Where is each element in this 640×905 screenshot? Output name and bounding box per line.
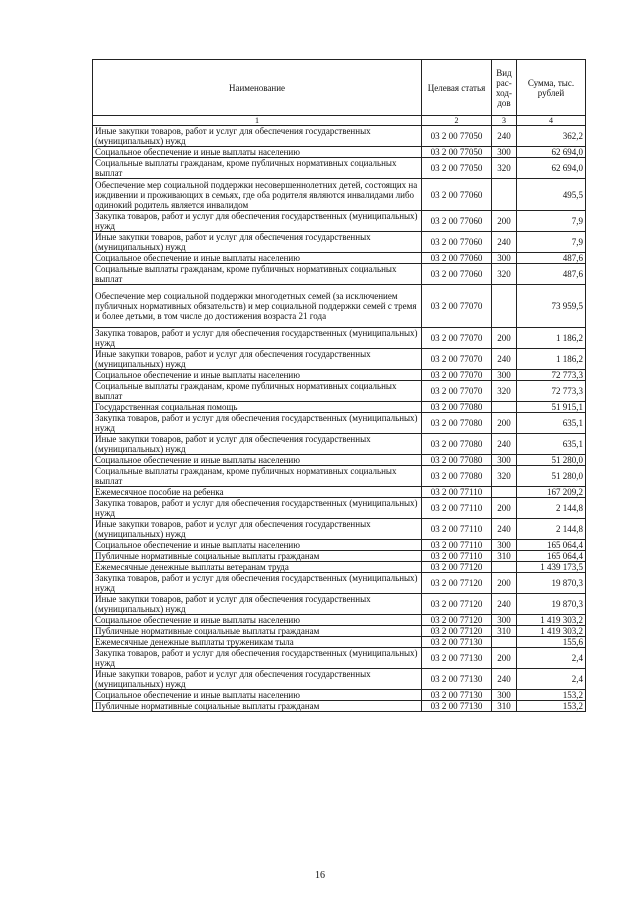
row-name: Иные закупки товаров, работ и услуг для обеспечения государственных (муниципальных) нужд [93,126,422,147]
row-sum: 635,1 [517,413,586,434]
row-article: 03 2 00 77060 [422,179,492,211]
row-article: 03 2 00 77120 [422,562,492,573]
row-sum: 51 280,0 [517,455,586,466]
table-row [93,573,586,594]
row-article: 03 2 00 77060 [422,253,492,264]
row-article: 03 2 00 77080 [422,466,492,487]
row-type: 240 [492,434,517,455]
table-row [93,648,586,669]
row-sum: 19 870,3 [517,594,586,615]
row-article: 03 2 00 77110 [422,498,492,519]
row-name: Закупка товаров, работ и услуг для обеспечения государственных (муниципальных) нужд [93,413,422,434]
row-sum: 487,6 [517,253,586,264]
row-sum: 2 144,8 [517,498,586,519]
table-row [93,211,586,232]
table-row [93,540,586,551]
table-row [93,402,586,413]
row-sum: 2,4 [517,669,586,690]
table-row [93,498,586,519]
table-row [93,669,586,690]
row-sum: 51 915,1 [517,402,586,413]
row-sum: 7,9 [517,232,586,253]
table-row [93,615,586,626]
row-name: Закупка товаров, работ и услуг для обеспечения государственных (муниципальных) нужд [93,328,422,349]
table-row [93,328,586,349]
row-article: 03 2 00 77110 [422,519,492,540]
row-article: 03 2 00 77120 [422,626,492,637]
row-name: Публичные нормативные социальные выплаты гражданам [93,701,422,712]
row-type: 240 [492,519,517,540]
row-type: 300 [492,147,517,158]
row-sum: 1 186,2 [517,349,586,370]
row-name: Закупка товаров, работ и услуг для обеспечения государственных (муниципальных) нужд [93,211,422,232]
row-type: 320 [492,264,517,285]
row-type: 300 [492,615,517,626]
table-row [93,253,586,264]
row-name: Иные закупки товаров, работ и услуг для обеспечения государственных (муниципальных) нужд [93,669,422,690]
row-article: 03 2 00 77070 [422,328,492,349]
row-type: 200 [492,413,517,434]
row-sum: 153,2 [517,701,586,712]
table-row [93,179,586,211]
row-sum: 72 773,3 [517,370,586,381]
row-name: Социальное обеспечение и иные выплаты населению [93,455,422,466]
row-article: 03 2 00 77130 [422,669,492,690]
row-name: Социальные выплаты гражданам, кроме публичных нормативных социальных выплат [93,264,422,285]
row-type: 320 [492,466,517,487]
row-type: 300 [492,370,517,381]
row-article: 03 2 00 77130 [422,701,492,712]
row-article: 03 2 00 77070 [422,349,492,370]
row-sum: 155,6 [517,637,586,648]
table-row [93,466,586,487]
table-row [93,594,586,615]
table-row [93,519,586,540]
row-sum: 153,2 [517,690,586,701]
row-sum: 62 694,0 [517,158,586,179]
table-row [93,232,586,253]
row-name: Закупка товаров, работ и услуг для обеспечения государственных (муниципальных) нужд [93,648,422,669]
row-name: Социальное обеспечение и иные выплаты населению [93,253,422,264]
row-name: Социальное обеспечение и иные выплаты населению [93,147,422,158]
row-sum: 51 280,0 [517,466,586,487]
table-row [93,370,586,381]
row-sum: 1 419 303,2 [517,615,586,626]
row-sum: 635,1 [517,434,586,455]
row-name: Обеспечение мер социальной поддержки многодетных семей (за исключением публичных нормативных обязательств) и мер социальной поддержки семей с тремя и более детьми, в том числе до достижения возраста 21 года [93,285,422,328]
row-article: 03 2 00 77050 [422,126,492,147]
row-name: Социальное обеспечение и иные выплаты населению [93,690,422,701]
table-row [93,126,586,147]
row-sum: 495,5 [517,179,586,211]
row-type: 240 [492,232,517,253]
row-name: Иные закупки товаров, работ и услуг для обеспечения государственных (муниципальных) нужд [93,349,422,370]
table-row [93,434,586,455]
row-sum: 165 064,4 [517,551,586,562]
row-name: Ежемесячные денежные выплаты ветеранам труда [93,562,422,573]
row-type: 300 [492,690,517,701]
row-article: 03 2 00 77060 [422,211,492,232]
row-name: Публичные нормативные социальные выплаты гражданам [93,551,422,562]
row-name: Социальные выплаты гражданам, кроме публичных нормативных социальных выплат [93,158,422,179]
row-name: Социальное обеспечение и иные выплаты населению [93,615,422,626]
row-article: 03 2 00 77080 [422,434,492,455]
row-article: 03 2 00 77130 [422,637,492,648]
row-type: 320 [492,381,517,402]
table-row [93,381,586,402]
row-article: 03 2 00 77080 [422,402,492,413]
row-name: Ежемесячное пособие на ребенка [93,487,422,498]
row-article: 03 2 00 77110 [422,487,492,498]
header-type: Вид рас-ход-дов [492,60,517,116]
row-name: Публичные нормативные социальные выплаты гражданам [93,626,422,637]
table-row [93,626,586,637]
row-article: 03 2 00 77110 [422,540,492,551]
row-type: 200 [492,211,517,232]
table-row [93,701,586,712]
header-num-1: 1 [93,116,422,126]
table-row [93,690,586,701]
row-sum: 73 959,5 [517,285,586,328]
table-row [93,562,586,573]
row-article: 03 2 00 77080 [422,413,492,434]
header-num-4: 4 [517,116,586,126]
row-type: 200 [492,498,517,519]
table-row [93,158,586,179]
row-type: 310 [492,626,517,637]
row-type: 200 [492,328,517,349]
row-type: 240 [492,594,517,615]
budget-table [92,59,586,712]
table-header [93,60,586,126]
row-article: 03 2 00 77070 [422,285,492,328]
row-type: 320 [492,158,517,179]
row-name: Ежемесячные денежные выплаты труженикам тыла [93,637,422,648]
header-num-3: 3 [492,116,517,126]
row-article: 03 2 00 77050 [422,147,492,158]
row-article: 03 2 00 77130 [422,690,492,701]
row-article: 03 2 00 77060 [422,232,492,253]
page-number: 16 [315,870,325,881]
row-sum: 165 064,4 [517,540,586,551]
row-name: Иные закупки товаров, работ и услуг для обеспечения государственных (муниципальных) нужд [93,519,422,540]
row-article: 03 2 00 77080 [422,455,492,466]
row-type: 310 [492,551,517,562]
row-sum: 2,4 [517,648,586,669]
table-row [93,264,586,285]
table-row [93,455,586,466]
row-article: 03 2 00 77060 [422,264,492,285]
table-row [93,147,586,158]
row-type: 240 [492,126,517,147]
row-type: 310 [492,701,517,712]
row-type [492,285,517,328]
row-article: 03 2 00 77120 [422,615,492,626]
row-type [492,402,517,413]
row-name: Иные закупки товаров, работ и услуг для обеспечения государственных (муниципальных) нужд [93,232,422,253]
row-name: Социальное обеспечение и иные выплаты населению [93,540,422,551]
row-article: 03 2 00 77120 [422,594,492,615]
row-article: 03 2 00 77120 [422,573,492,594]
row-type: 300 [492,540,517,551]
row-sum: 1 439 173,5 [517,562,586,573]
row-sum: 62 694,0 [517,147,586,158]
header-num-2: 2 [422,116,492,126]
row-sum: 1 186,2 [517,328,586,349]
row-sum: 2 144,8 [517,519,586,540]
row-sum: 19 870,3 [517,573,586,594]
row-name: Социальные выплаты гражданам, кроме публичных нормативных социальных выплат [93,466,422,487]
row-sum: 1 419 303,2 [517,626,586,637]
row-name: Социальные выплаты гражданам, кроме публичных нормативных социальных выплат [93,381,422,402]
table-body [93,126,586,712]
table-row [93,551,586,562]
row-type: 300 [492,455,517,466]
header-name: Наименование [93,60,422,116]
row-article: 03 2 00 77050 [422,158,492,179]
row-sum: 362,2 [517,126,586,147]
row-article: 03 2 00 77070 [422,370,492,381]
row-type [492,562,517,573]
row-type [492,179,517,211]
table-row [93,413,586,434]
row-name: Обеспечение мер социальной поддержки несовершеннолетних детей, состоящих на иждивении и проживающих в семьях, где оба родителя являются инвалидами либо одинокий родитель является инвалидом [93,179,422,211]
row-type: 200 [492,648,517,669]
row-article: 03 2 00 77070 [422,381,492,402]
row-type: 240 [492,349,517,370]
row-name: Иные закупки товаров, работ и услуг для обеспечения государственных (муниципальных) нужд [93,434,422,455]
row-name: Закупка товаров, работ и услуг для обеспечения государственных (муниципальных) нужд [93,573,422,594]
table-row [93,285,586,328]
row-type [492,637,517,648]
row-type: 240 [492,669,517,690]
row-sum: 487,6 [517,264,586,285]
header-sum: Сумма, тыс. рублей [517,60,586,116]
row-name: Социальное обеспечение и иные выплаты населению [93,370,422,381]
row-name: Закупка товаров, работ и услуг для обеспечения государственных (муниципальных) нужд [93,498,422,519]
row-sum: 167 209,2 [517,487,586,498]
row-sum: 72 773,3 [517,381,586,402]
row-article: 03 2 00 77130 [422,648,492,669]
table-row [93,349,586,370]
row-type: 300 [492,253,517,264]
table-row [93,487,586,498]
row-name: Иные закупки товаров, работ и услуг для обеспечения государственных (муниципальных) нужд [93,594,422,615]
row-article: 03 2 00 77110 [422,551,492,562]
header-article: Целевая статья [422,60,492,116]
row-sum: 7,9 [517,211,586,232]
row-name: Государственная социальная помощь [93,402,422,413]
row-type: 200 [492,573,517,594]
row-type [492,487,517,498]
table-row [93,637,586,648]
